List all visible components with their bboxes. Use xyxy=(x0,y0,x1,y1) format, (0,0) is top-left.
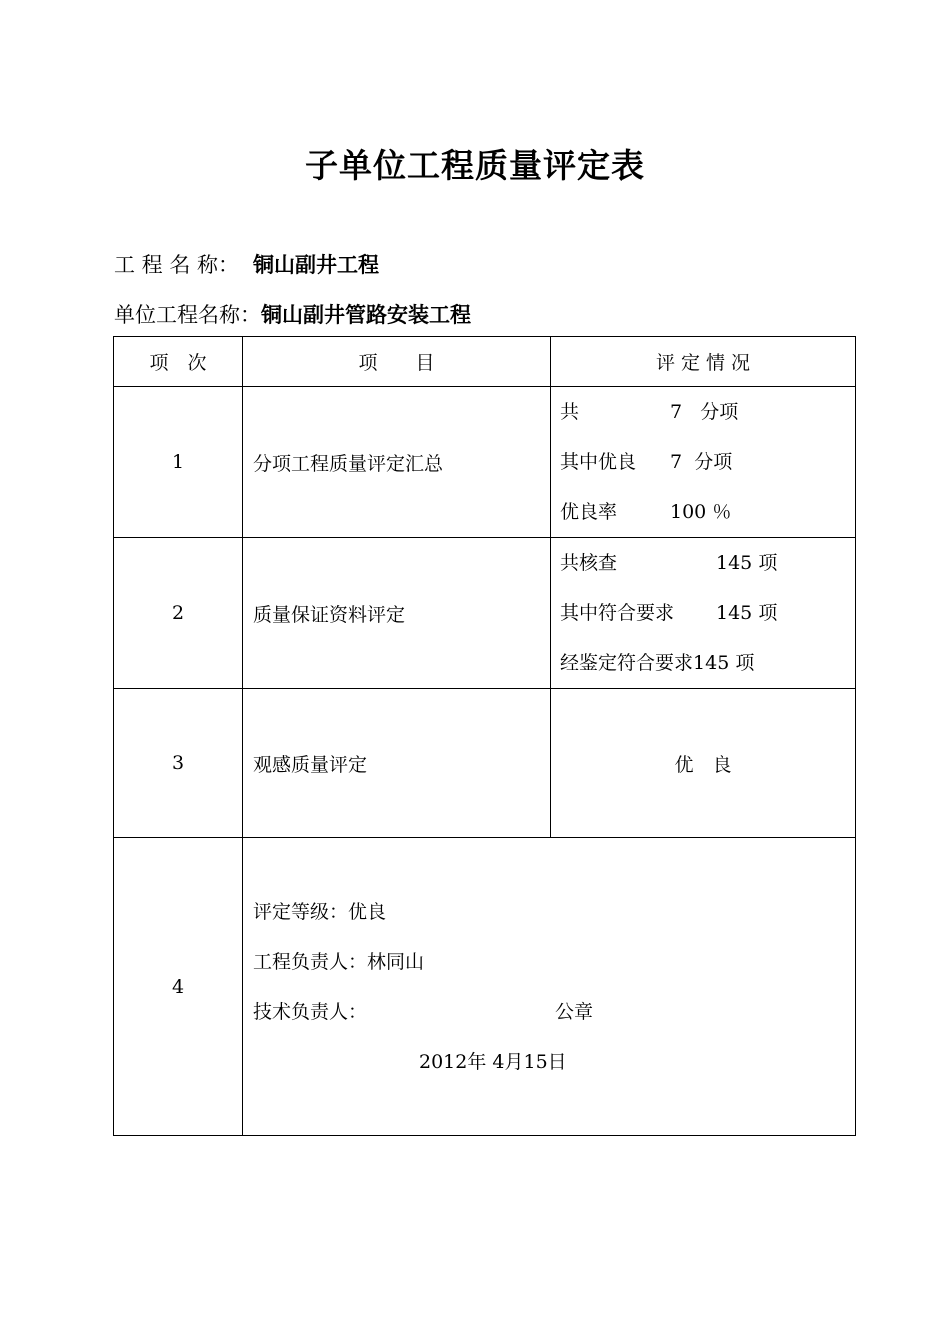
table-row xyxy=(114,838,856,1136)
header-item: 项 目 xyxy=(243,337,551,387)
date-line: 2012年 4月15日 xyxy=(419,1050,567,1073)
table-row xyxy=(114,538,856,689)
detail-line: 其中符合要求 145 项 xyxy=(560,602,778,624)
unit-name-label: 单位工程名称： xyxy=(114,303,261,327)
grade-line: 评定等级：优良 xyxy=(253,900,387,923)
header-no: 项 次 xyxy=(114,337,243,387)
table-row xyxy=(114,689,856,838)
leader-line: 工程负责人：林同山 xyxy=(253,950,425,973)
row-number: 2 xyxy=(114,538,243,689)
unit-name-line xyxy=(114,299,471,329)
summary-cell xyxy=(243,838,856,1136)
row-item: 质量保证资料评定 xyxy=(243,538,551,689)
detail-line: 共核查 145 项 xyxy=(560,552,778,574)
project-name-line xyxy=(114,249,379,279)
row-number: 1 xyxy=(114,387,243,538)
page-title: 子单位工程质量评定表 xyxy=(305,146,645,185)
row-details xyxy=(551,538,856,689)
detail-line: 优良率 100 ％ xyxy=(560,501,732,523)
unit-name-value: 铜山副井管路安装工程 xyxy=(261,303,471,327)
detail-line: 经鉴定符合要求145 项 xyxy=(560,652,755,674)
project-name-label: 工 程 名 称： xyxy=(114,253,240,277)
header-status: 评 定 情 况 xyxy=(551,337,856,387)
row-result: 优 良 xyxy=(551,689,856,838)
row-item: 观感质量评定 xyxy=(243,689,551,838)
evaluation-table xyxy=(113,336,856,1136)
table-row xyxy=(114,387,856,538)
project-name-value: 铜山副井工程 xyxy=(253,253,380,277)
detail-line: 其中优良 7 分项 xyxy=(560,451,733,473)
row-number: 4 xyxy=(114,838,243,1136)
row-number: 3 xyxy=(114,689,243,838)
detail-line: 共 7 分项 xyxy=(560,401,739,423)
table-header-row xyxy=(114,337,856,387)
row-item: 分项工程质量评定汇总 xyxy=(243,387,551,538)
seal-text: 公章 xyxy=(555,1000,594,1023)
tech-leader-line: 技术负责人： 公章 xyxy=(253,1000,594,1023)
row-details xyxy=(551,387,856,538)
